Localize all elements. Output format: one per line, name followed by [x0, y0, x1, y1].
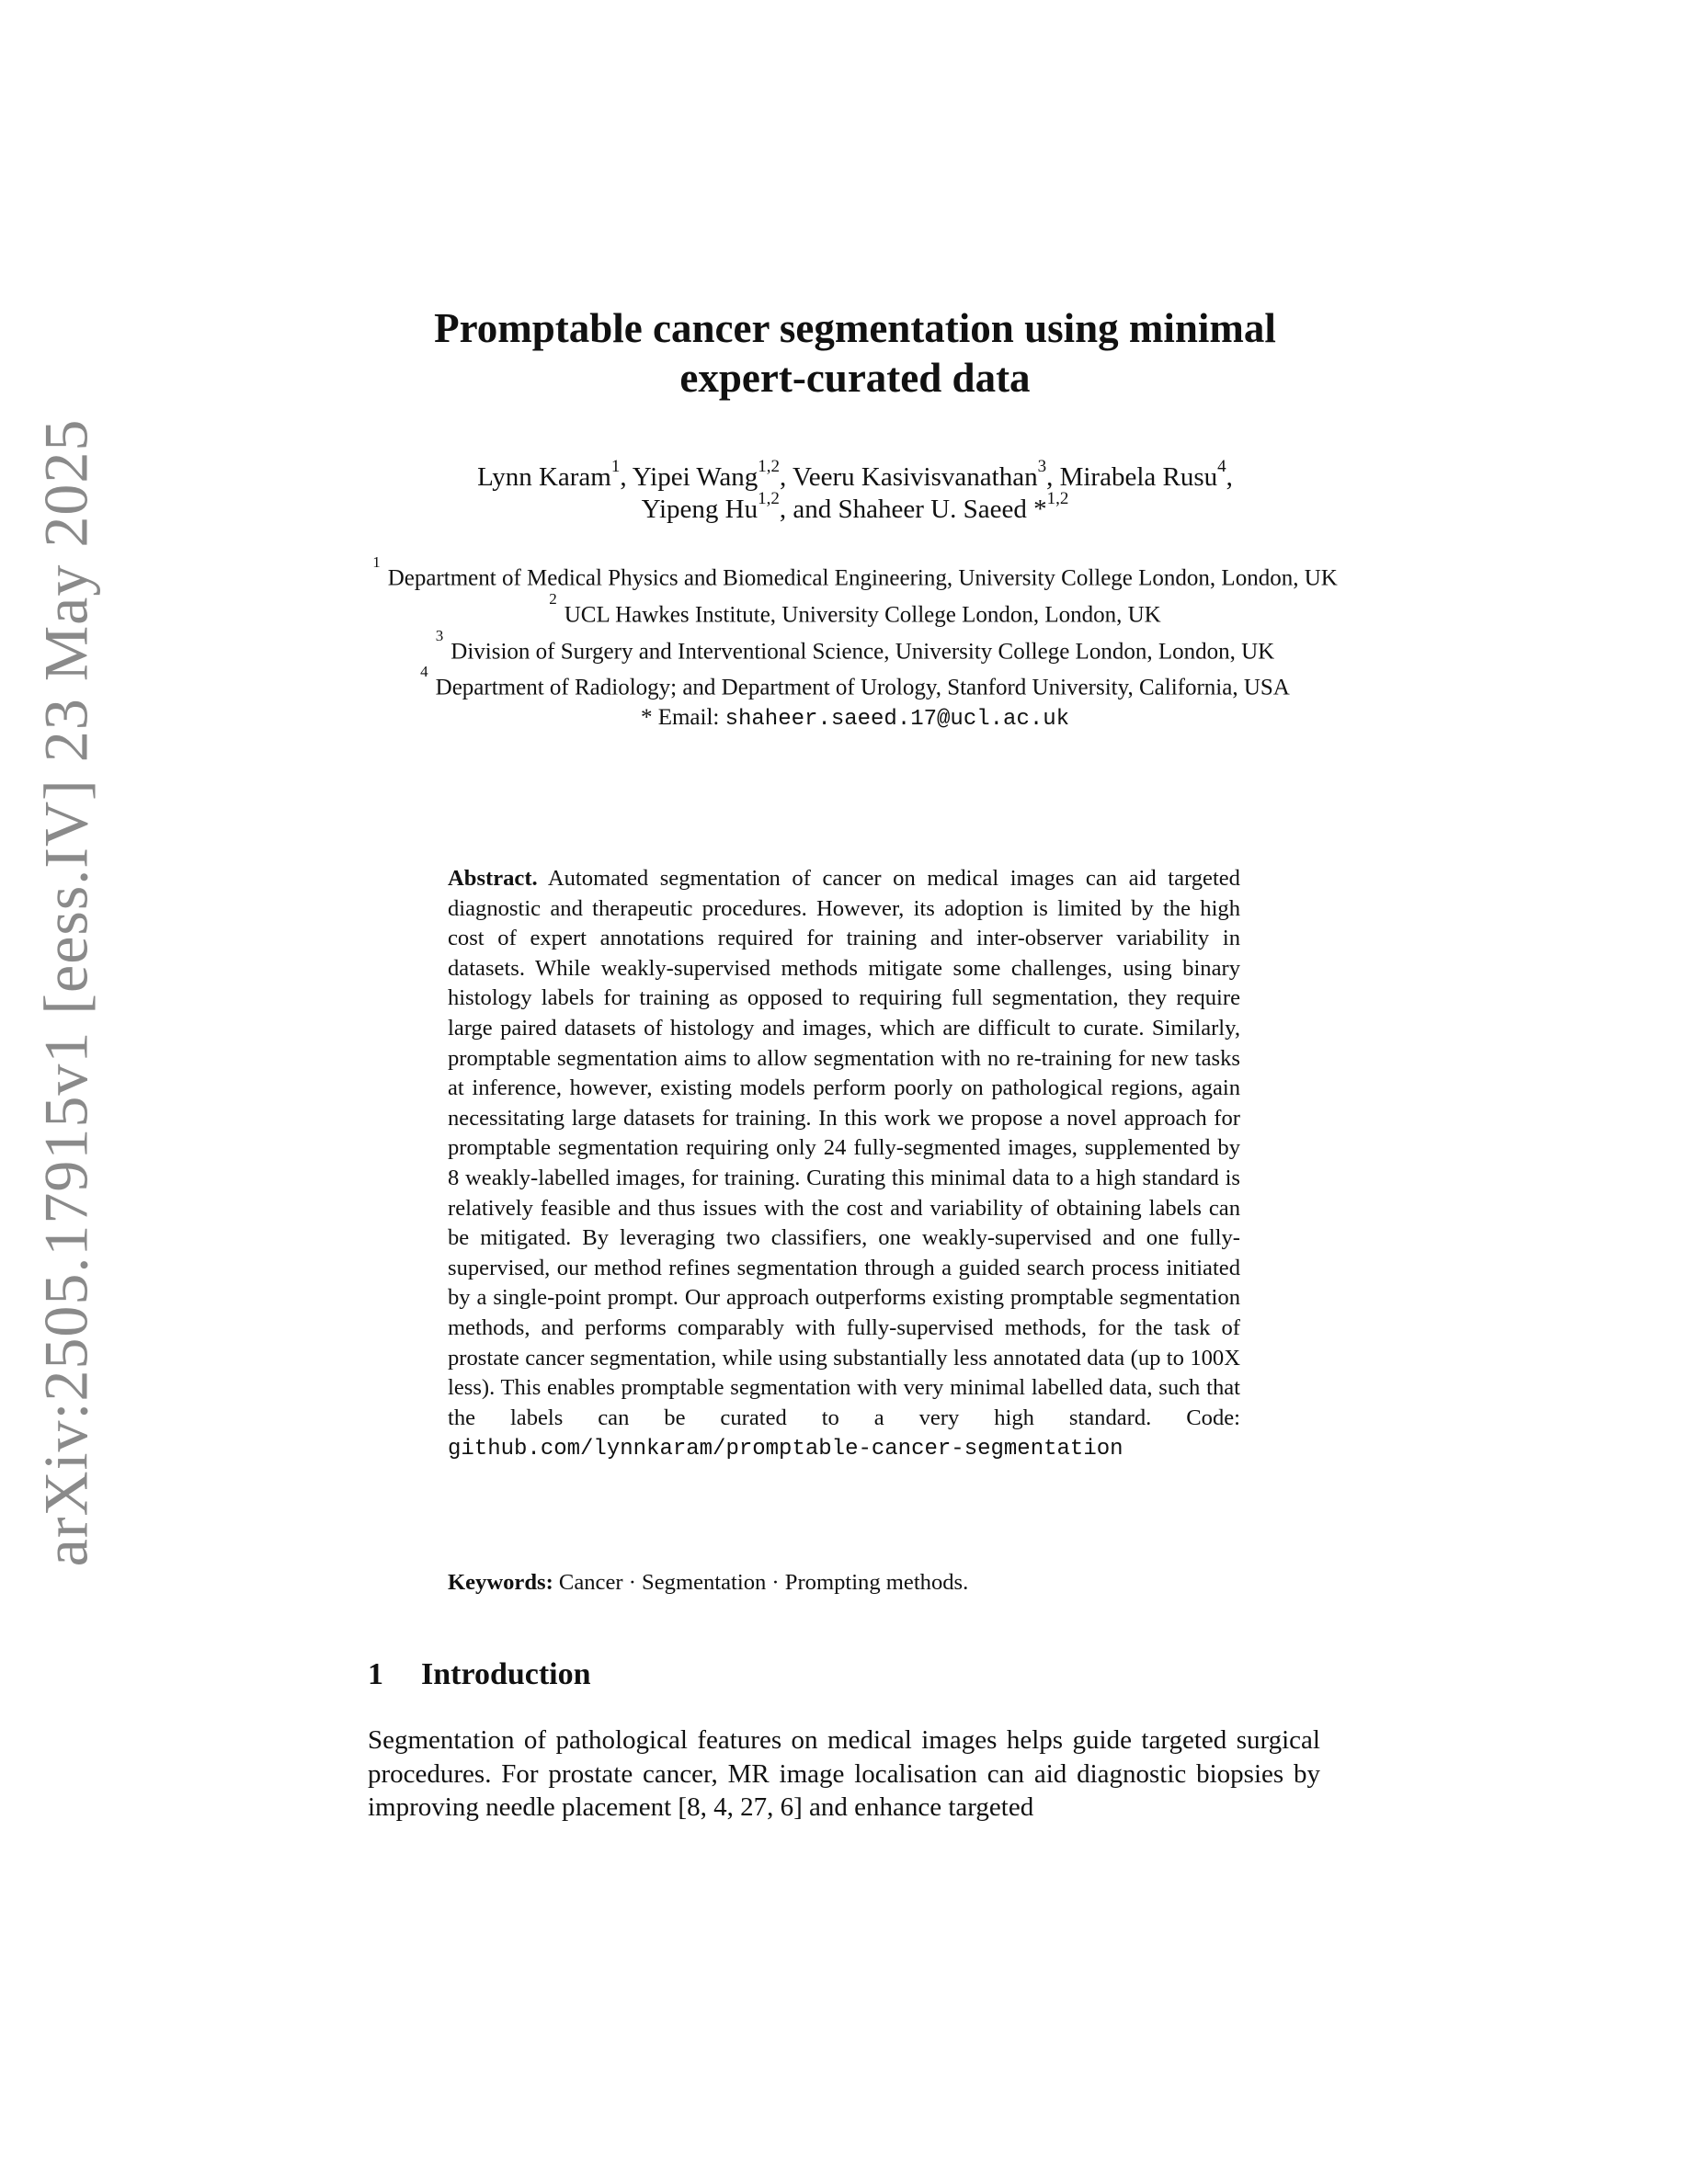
email-address[interactable]: shaheer.saeed.17@ucl.ac.uk — [724, 707, 1070, 733]
author-affil-sup: 1 — [610, 457, 621, 476]
author-affil-sup: 4 — [1217, 457, 1226, 476]
author-name: and Shaheer U. Saeed * — [793, 495, 1047, 524]
abstract — [448, 864, 1240, 1465]
code-link[interactable]: github.com/lynnkaram/promptable-cancer-segmentation — [448, 1437, 1123, 1462]
author-name: Yipeng Hu — [641, 495, 758, 524]
title-line-2: expert-curated data — [679, 355, 1031, 401]
section-title: Introduction — [421, 1657, 591, 1691]
affiliation-3: $^3$Division of Surgery and Interventional Science, University College London, London, UK — [435, 626, 1275, 664]
affiliation-list — [359, 553, 1352, 735]
contact-email: * Email: shaheer.saeed.17@ucl.ac.uk — [640, 705, 1070, 733]
author-affil-sup: 1,2 — [1046, 489, 1069, 508]
author-name: Veeru Kasivisvanathan — [793, 462, 1038, 492]
abstract-label: Abstract. — [448, 866, 538, 891]
keywords-text: Cancer · Segmentation · Prompting methods. — [558, 1570, 969, 1595]
paper-title — [349, 303, 1361, 403]
author-affil-sup: 1,2 — [758, 457, 781, 476]
arxiv-identifier: arXiv:2505.17915v1 [eess.IV] 23 May 2025 — [30, 418, 101, 1567]
keywords-label: Keywords: — [448, 1570, 553, 1595]
code-label: Code: — [1186, 1405, 1240, 1430]
abstract-text: Automated segmentation of cancer on medical images can aid targeted diagnostic and therapeutic procedures. However, its adoption is limited by the high cost of expert annotations required for training and inter-observer variability in datasets. While weakly-supervised methods mitigate some challenges, using binary histology labels for training as opposed to requiring full segmentation, they require large paired datasets of histology and images, which are difficult to curate. Similarly, promptable segmentation aims to allow segmentation with no re-training for new tasks at inference, however, existing models perform poorly on pathological regions, again necessitating large datasets for training. In this work we propose a novel approach for promptable segmentation requiring only 24 fully-segmented images, supplemented by 8 weakly-labelled images, for training. Curating this minimal data to a high standard is relatively feasible and thus issues with the cost and variability of obtaining labels can be mitigated. By leveraging two classifiers, one weakly-supervised and one fully-supervised, our method refines segmentation through a guided search process initiated by a single-point prompt. Our approach outperforms existing promptable segmentation methods, and performs comparably with fully-supervised methods, for the task of prostate cancer segmentation, while using substantially less annotated data (up to 100X less). This enables promptable segmentation with very minimal labelled data, such that the labels can be curated to a very high standard. — [448, 866, 1240, 1430]
title-line-1: Promptable cancer segmentation using minimal — [434, 305, 1276, 351]
affiliation-4: $^4$Department of Radiology; and Department of Urology, Stanford University, California, USA — [420, 663, 1290, 700]
section-heading — [368, 1656, 591, 1693]
section-number: 1 — [368, 1657, 383, 1691]
author-name: Lynn Karam — [477, 462, 611, 492]
author-name: Yipei Wang — [632, 462, 758, 492]
author-list: Lynn Karam$^1$, Yipei Wang$^{1,2}$, Veeru Kasivisvanathan$^3$, Mirabela Rusu$^4$, Yipeng Hu$^{1,2}$, and Shaheer U. Saeed *$^{1,2}$ — [477, 457, 1233, 524]
affiliation-1: $^1$Department of Medical Physics and Biomedical Engineering, University College London, London, UK — [372, 553, 1338, 591]
introduction-paragraph: Segmentation of pathological features on medical images helps guide targeted surgical procedures. For prostate cancer, MR image localisation can aid diagnostic biopsies by improving needle placement [8, 4, 27, 6] and enhance targeted — [368, 1725, 1320, 1822]
arxiv-sidebar — [0, 0, 120, 2184]
author-affil-sup: 1,2 — [758, 489, 780, 508]
affiliation-2: $^2$UCL Hawkes Institute, University College London, London, UK — [549, 589, 1161, 628]
author-affil-sup: 3 — [1037, 457, 1047, 476]
keywords — [448, 1568, 1240, 1598]
author-name: Mirabela Rusu — [1059, 462, 1218, 492]
